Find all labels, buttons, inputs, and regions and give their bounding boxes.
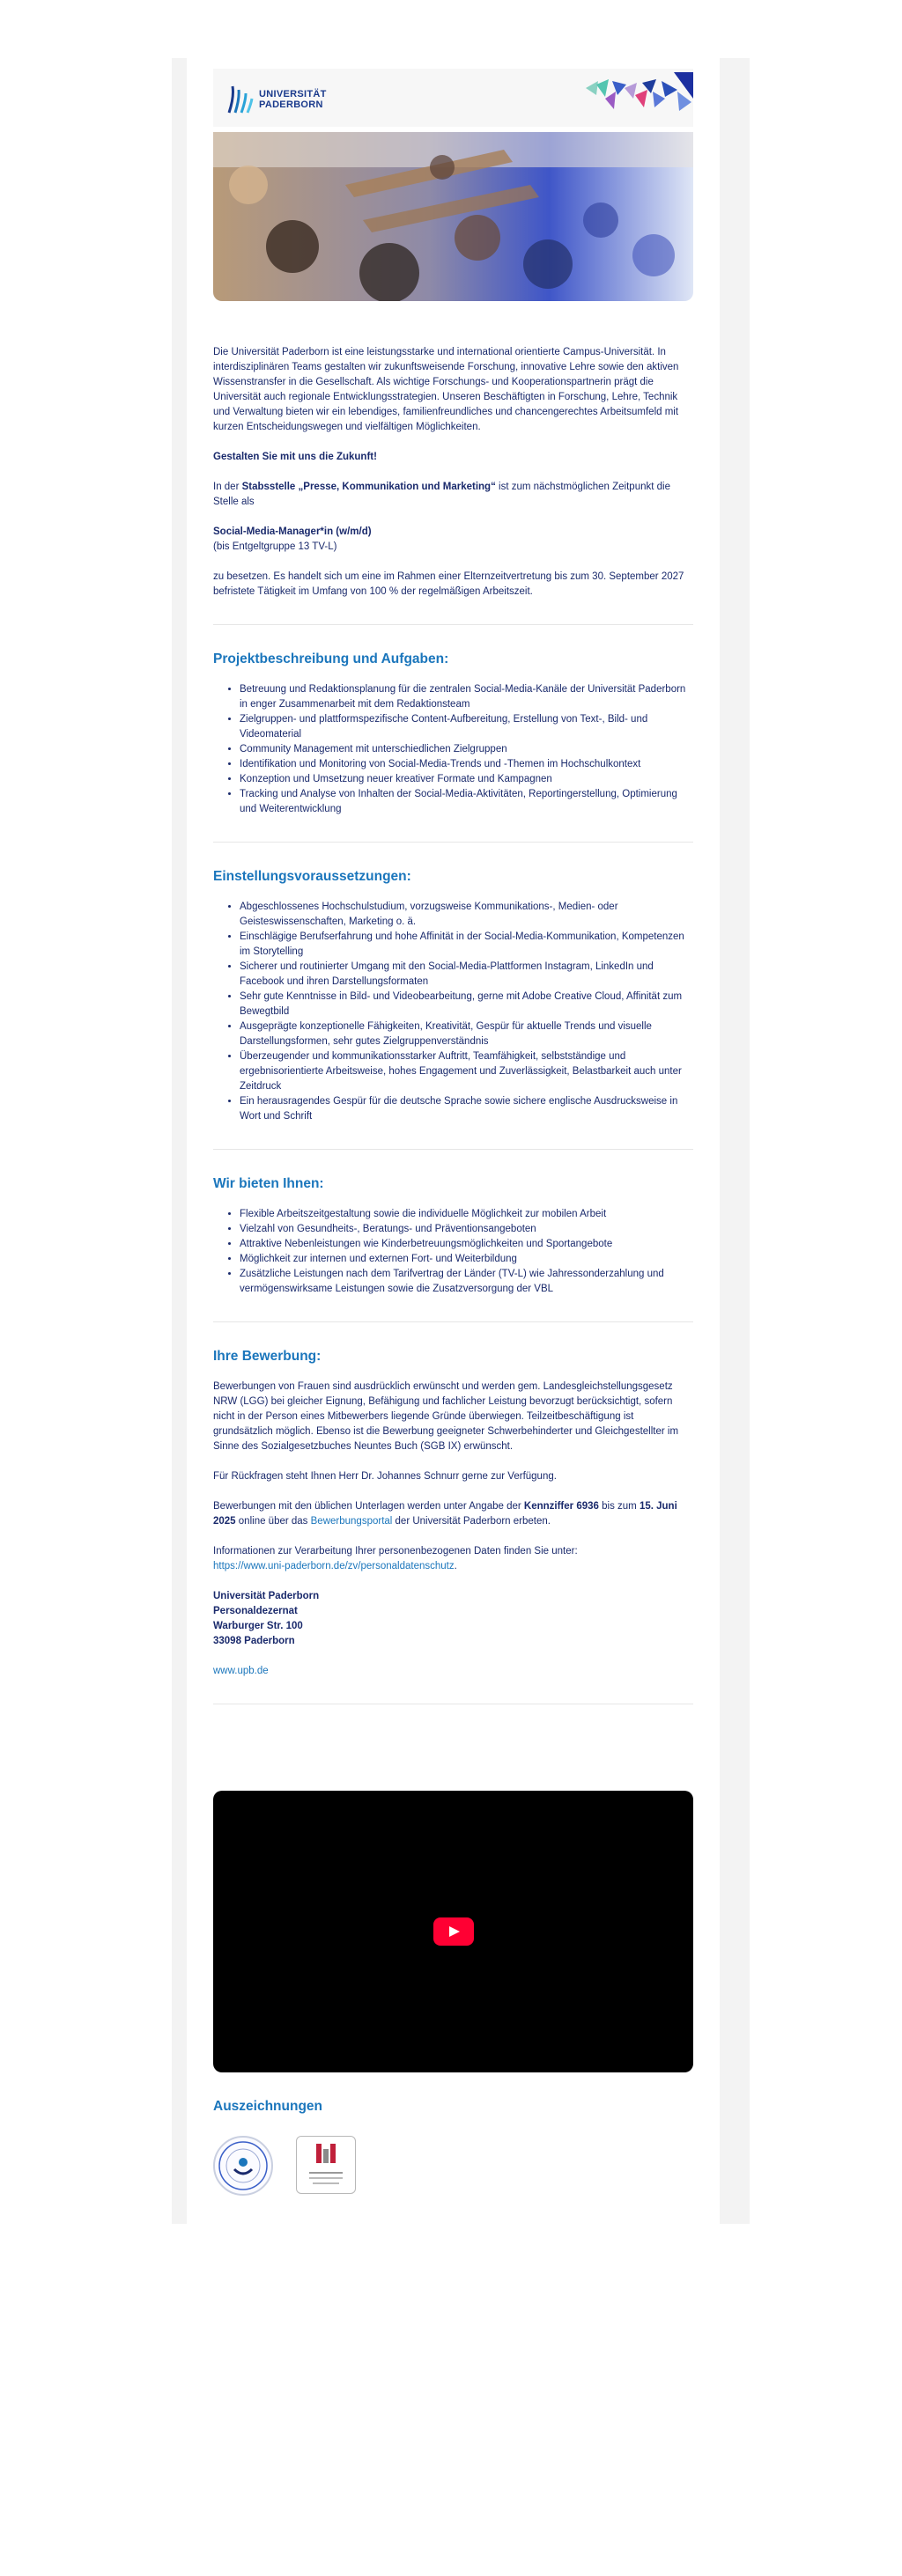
award-certificate-icon bbox=[296, 2136, 356, 2194]
list-item: • Tracking und Analyse von Inhalten der Social-Media-Aktivitäten, Reportingerstellung, Optimierung und Weiterentwicklung bbox=[240, 787, 693, 817]
list-item: • Identifikation und Monitoring von Social-Media-Trends und -Themen im Hochschulkontext bbox=[240, 757, 693, 772]
equality-paragraph: Bewerbungen von Frauen sind ausdrücklich erwünscht und werden gem. Landesgleichstellungsgesetz NRW (LGG) bei gleicher Eignung, Befähigung und fachlicher Leistung bevorzugt berücksichtigt, sofern nicht in der Person eines Mitbewerbers liegende Gründe überwiegen. Teilzeitbeschäftigung ist grundsätzlich möglich. Ebenso ist die Bewerbung geeigneter Schwerbehinderter und Gleichgestellter im Sinne des Sozialgesetzbuches Neuntes Buch (SGB IX) erwünscht. bbox=[213, 1381, 679, 1452]
address-line: Warburger Str. 100 bbox=[213, 1621, 303, 1631]
position-paragraph: In der Stabsstelle „Presse, Kommunikation und Marketing“ ist zum nächstmöglichen Zeitpunkt die Stelle als bbox=[213, 482, 670, 507]
intro-paragraph: Die Universität Paderborn ist eine leistungsstarke und international orientierte Campus-Universität. In interdisziplinären Teams gestalten wir zukunftsweisende Forschung, innovative Lehre sowie den aktiven Wissenstransfer in die Gesellschaft. Als wichtige Forschungs- und Kooperationspartnerin prägt die Universität auch regionale Entwicklungsstrategien. Unseren Beschäftigten in Forschung, Lehre, Technik und Verwaltung bieten wir ein lebendiges, familienfreundliches und chancengerechtes Arbeitsumfeld mit kurzen Entscheidungswegen und vielfältigen Möglichkeiten. bbox=[213, 347, 679, 432]
job-title: Social-Media-Manager*in (w/m/d) bbox=[213, 526, 372, 537]
requirements-list bbox=[213, 900, 693, 1124]
divider bbox=[213, 842, 693, 843]
contact-paragraph: Für Rückfragen steht Ihnen Herr Dr. Johannes Schnurr gerne zur Verfügung. bbox=[213, 1471, 557, 1482]
logo-line-1: UNIVERSITÄT bbox=[259, 89, 327, 99]
logo-text bbox=[259, 89, 327, 110]
address-block bbox=[213, 1589, 693, 1649]
list-item: • Möglichkeit zur internen und externen Fort- und Weiterbildung bbox=[240, 1252, 693, 1267]
list-item: • Zusätzliche Leistungen nach dem Tarifvertrag der Länder (TV-L) wie Jahressonderzahlung und vermögenswirksame Leistungen sowie die Zusatzversorgung der VBL bbox=[240, 1267, 693, 1297]
video-player[interactable] bbox=[213, 1791, 693, 2072]
list-item: • Attraktive Nebenleistungen wie Kinderbetreuungsmöglichkeiten und Sportangebote bbox=[240, 1237, 693, 1252]
tagline: Gestalten Sie mit uns die Zukunft! bbox=[213, 452, 377, 462]
privacy-paragraph: Informationen zur Verarbeitung Ihrer personenbezogenen Daten finden Sie unter: https://www.uni-paderborn.de/zv/personaldatenschutz. bbox=[213, 1546, 578, 1571]
logo-line-2: PADERBORN bbox=[259, 99, 323, 110]
hero-image bbox=[213, 132, 693, 301]
tasks-list bbox=[213, 682, 693, 817]
list-item: • Konzeption und Umsetzung neuer kreativer Formate und Kampagnen bbox=[240, 772, 693, 787]
application-heading: Ihre Bewerbung: bbox=[213, 1349, 322, 1364]
logo-mark-icon bbox=[227, 85, 254, 114]
requirements-heading: Einstellungsvoraussetzungen: bbox=[213, 869, 411, 884]
list-item: • Flexible Arbeitszeitgestaltung sowie die individuelle Möglichkeit zur mobilen Arbeit bbox=[240, 1207, 693, 1222]
list-item: • Ein herausragendes Gespür für die deutsche Sprache sowie sichere englische Ausdrucksweise in Wort und Schrift bbox=[240, 1094, 693, 1124]
application-deadline-paragraph: Bewerbungen mit den üblichen Unterlagen werden unter Angabe der Kennziffer 6936 bis zum 15. Juni 2025 online über das Bewerbungsportal der Universität Paderborn erbeten. bbox=[213, 1501, 677, 1527]
divider bbox=[213, 1149, 693, 1150]
list-item: • Community Management mit unterschiedlichen Zielgruppen bbox=[240, 742, 693, 757]
list-item: • Ausgeprägte konzeptionelle Fähigkeiten, Kreativität, Gespür für aktuelle Trends und visuelle Darstellungsformen, sehr gutes Zielgruppenverständnis bbox=[240, 1019, 693, 1049]
divider bbox=[213, 1321, 693, 1322]
job-posting-card bbox=[187, 58, 720, 2224]
header bbox=[213, 69, 693, 127]
play-button[interactable] bbox=[433, 1917, 474, 1946]
divider bbox=[213, 624, 693, 625]
privacy-link[interactable]: https://www.uni-paderborn.de/zv/personaldatenschutz bbox=[213, 1561, 455, 1571]
offer-list bbox=[213, 1207, 693, 1297]
address-line: 33098 Paderborn bbox=[213, 1636, 295, 1646]
list-item: • Sehr gute Kenntnisse in Bild- und Videobearbeitung, gerne mit Adobe Creative Cloud, Affinität zum Bewegtbild bbox=[240, 990, 693, 1019]
list-item: • Abgeschlossenes Hochschulstudium, vorzugsweise Kommunikations-, Medien- oder Geisteswissenschaften, Marketing o. ä. bbox=[240, 900, 693, 930]
certificate-logo-icon bbox=[297, 2137, 355, 2193]
university-logo[interactable] bbox=[227, 85, 327, 114]
main-content bbox=[213, 345, 693, 1731]
list-item: • Zielgruppen- und plattformspezifische Content-Aufbereitung, Erstellung von Text-, Bild- und Videomaterial bbox=[240, 712, 693, 742]
reference-number: Kennziffer 6936 bbox=[523, 1501, 599, 1512]
job-title-block bbox=[213, 525, 693, 555]
address-line: Personaldezernat bbox=[213, 1606, 298, 1616]
decorative-triangles-icon bbox=[586, 72, 693, 114]
list-item: • Einschlägige Berufserfahrung und hohe Affinität in der Social-Media-Kommunikation, Kompetenzen im Storytelling bbox=[240, 930, 693, 960]
term-paragraph: zu besetzen. Es handelt sich um eine im Rahmen einer Elternzeitvertretung bis zum 30. September 2027 befristete Tätigkeit im Umfang von 100 % der regelmäßigen Arbeitszeit. bbox=[213, 571, 684, 597]
audit-seal-icon bbox=[215, 2138, 271, 2194]
list-item: • Betreuung und Redaktionsplanung für die zentralen Social-Media-Kanäle der Universität Paderborn in enger Zusammenarbeit mit dem Redaktionsteam bbox=[240, 682, 693, 712]
list-item: • Vielzahl von Gesundheits-, Beratungs- und Präventionsangeboten bbox=[240, 1222, 693, 1237]
deadline-date: 15. Juni 2025 bbox=[213, 1501, 677, 1527]
application-portal-link[interactable]: Bewerbungsportal bbox=[310, 1516, 393, 1527]
address-line: Universität Paderborn bbox=[213, 1591, 320, 1601]
awards-heading: Auszeichnungen bbox=[213, 2099, 323, 2114]
offer-heading: Wir bieten Ihnen: bbox=[213, 1176, 324, 1191]
website-link[interactable]: www.upb.de bbox=[213, 1666, 269, 1676]
list-item: • Überzeugender und kommunikationsstarker Auftritt, Teamfähigkeit, selbstständige und ergebnisorientierte Arbeitsweise, hohes Engagement und Zuverlässigkeit, Belastbarkeit auch unter Zeitdruck bbox=[240, 1049, 693, 1094]
award-seal-audit-icon bbox=[213, 2136, 273, 2196]
tasks-heading: Projektbeschreibung und Aufgaben: bbox=[213, 651, 449, 666]
pay-grade: (bis Entgeltgruppe 13 TV-L) bbox=[213, 541, 337, 552]
lecture-hall-photo bbox=[213, 132, 693, 301]
list-item: • Sicherer und routinierter Umgang mit den Social-Media-Plattformen Instagram, LinkedIn und Facebook und ihren Darstellungsformaten bbox=[240, 960, 693, 990]
